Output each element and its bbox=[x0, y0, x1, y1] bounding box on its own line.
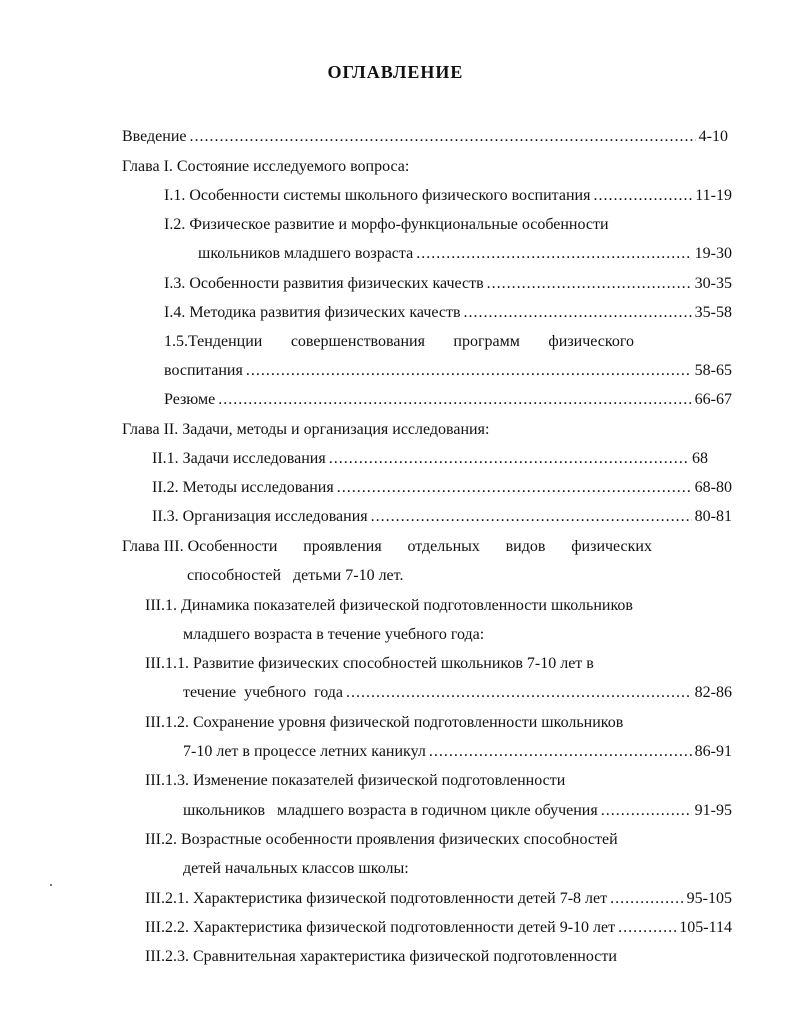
toc-entry-1-3 bbox=[164, 273, 732, 295]
toc-word: отдельных bbox=[407, 538, 480, 555]
toc-word: 1.5.Тенденции bbox=[164, 333, 263, 350]
toc-entry-text: школьников младшего возраста в годичном цикле обучения bbox=[183, 802, 598, 819]
toc-entry-3-2: III.2. Возрастные особенности проявления физических способностей bbox=[145, 831, 618, 848]
leader-dots bbox=[601, 800, 692, 822]
toc-entry-page: 95-105 bbox=[686, 890, 732, 907]
toc-entry-page: 68-80 bbox=[694, 479, 732, 496]
toc-entry-text: школьников младшего возраста bbox=[198, 245, 414, 262]
toc-entry-text: III.2.1. Характеристика физической подготовленности детей 7-8 лет bbox=[145, 890, 608, 907]
toc-entry-text: II.2. Методы исследования bbox=[152, 479, 334, 496]
leader-dots bbox=[487, 273, 692, 295]
toc-word: Глава III. Особенности bbox=[122, 538, 278, 555]
toc-entry-text: III.2.2. Характеристика физической подготовленности детей 9-10 лет bbox=[145, 919, 616, 936]
toc-entry-summary bbox=[164, 389, 732, 411]
toc-word: проявления bbox=[303, 538, 382, 555]
toc-entry-3-1: III.1. Динамика показателей физической подготовленности школьников bbox=[145, 597, 633, 614]
toc-entry-text: Резюме bbox=[164, 391, 216, 408]
toc-entry-page: 66-67 bbox=[694, 391, 732, 408]
leader-dots bbox=[416, 243, 691, 265]
leader-dots bbox=[190, 126, 696, 148]
toc-entry-3-1-2-cont bbox=[183, 741, 732, 763]
toc-entry-2-2 bbox=[152, 477, 732, 499]
toc-entry-2-1 bbox=[152, 448, 708, 470]
leader-dots bbox=[329, 448, 689, 470]
toc-entry-text: I.1. Особенности системы школьного физического воспитания bbox=[164, 187, 591, 204]
toc-word: видов bbox=[505, 538, 546, 555]
toc-entry-1-2-cont bbox=[198, 243, 732, 265]
toc-chapter-3 bbox=[122, 536, 652, 558]
toc-entry-3-1-3-cont bbox=[183, 800, 732, 822]
toc-entry-page: 30-35 bbox=[694, 275, 732, 292]
toc-entry-1-1 bbox=[164, 185, 732, 207]
toc-entry-text: воспитания bbox=[164, 362, 243, 379]
toc-entry-page: 91-95 bbox=[694, 802, 732, 819]
toc-entry-3-2-3: III.2.3. Сравнительная характеристика физической подготовленности bbox=[145, 948, 617, 965]
toc-entry-introduction bbox=[122, 126, 728, 148]
toc-entry-3-2-1 bbox=[145, 888, 732, 910]
toc-entry-3-2-2 bbox=[145, 917, 732, 939]
toc-word: физического bbox=[548, 333, 634, 350]
toc-entry-text: Введение bbox=[122, 128, 187, 145]
toc-entry-text: I.4. Методика развития физических качеств bbox=[164, 304, 461, 321]
toc-entry-page: 4-10 bbox=[698, 128, 728, 145]
toc-word: физических bbox=[571, 538, 652, 555]
toc-entry-text: 7-10 лет в процессе летних каникул bbox=[183, 743, 426, 760]
leader-dots bbox=[429, 741, 692, 763]
toc-entry-3-1-1: III.1.1. Развитие физических способностей школьников 7-10 лет в bbox=[145, 655, 594, 672]
leader-dots bbox=[610, 888, 684, 910]
toc-entry-page: 82-86 bbox=[694, 684, 732, 701]
toc-entry-text: течение учебного года bbox=[183, 684, 344, 701]
toc-entry-3-2-cont: детей начальных классов школы: bbox=[183, 860, 409, 877]
leader-dots bbox=[346, 682, 692, 704]
leader-dots bbox=[371, 506, 692, 528]
toc-entry-page: 11-19 bbox=[695, 187, 732, 204]
leader-dots bbox=[593, 185, 692, 207]
leader-dots bbox=[464, 302, 692, 324]
toc-entry-1-5 bbox=[164, 331, 634, 353]
toc-entry-text: II.3. Организация исследования bbox=[152, 508, 368, 525]
toc-entry-1-5-cont bbox=[164, 360, 732, 382]
toc-chapter-2: Глава II. Задачи, методы и организация исследования: bbox=[122, 421, 490, 438]
leader-dots bbox=[218, 389, 691, 411]
toc-chapter-1: Глава I. Состояние исследуемого вопроса: bbox=[122, 158, 410, 175]
toc-entry-text: II.1. Задачи исследования bbox=[152, 450, 326, 467]
scan-speck bbox=[50, 884, 52, 886]
toc-entry-page: 35-58 bbox=[694, 304, 732, 321]
toc-entry-3-1-3: III.1.3. Изменение показателей физической подготовленности bbox=[145, 772, 566, 789]
toc-entry-text: I.3. Особенности развития физических качеств bbox=[164, 275, 484, 292]
toc-entry-page: 58-65 bbox=[694, 362, 732, 379]
toc-word: совершенствования bbox=[290, 333, 425, 350]
toc-entry-1-2: I.2. Физическое развитие и морфо-функциональные особенности bbox=[164, 216, 609, 233]
toc-entry-page: 68 bbox=[692, 450, 708, 467]
toc-entry-3-1-2: III.1.2. Сохранение уровня физической подготовленности школьников bbox=[145, 714, 624, 731]
toc-entry-page: 86-91 bbox=[694, 743, 732, 760]
toc-entry-page: 80-81 bbox=[694, 508, 732, 525]
toc-entry-2-3 bbox=[152, 506, 732, 528]
toc-entry-page: 19-30 bbox=[694, 245, 732, 262]
toc-entry-3-1-1-cont bbox=[183, 682, 732, 704]
toc-entry-1-4 bbox=[164, 302, 732, 324]
toc-word: программ bbox=[453, 333, 520, 350]
leader-dots bbox=[246, 360, 692, 382]
page-title: ОГЛАВЛЕНИЕ bbox=[327, 62, 464, 82]
toc-entry-3-1-cont: младшего возраста в течение учебного года: bbox=[183, 626, 485, 643]
toc-chapter-3-cont: способностей детьми 7-10 лет. bbox=[187, 567, 404, 584]
leader-dots bbox=[337, 477, 692, 499]
toc-entry-page: 105-114 bbox=[679, 919, 732, 936]
leader-dots bbox=[618, 917, 676, 939]
